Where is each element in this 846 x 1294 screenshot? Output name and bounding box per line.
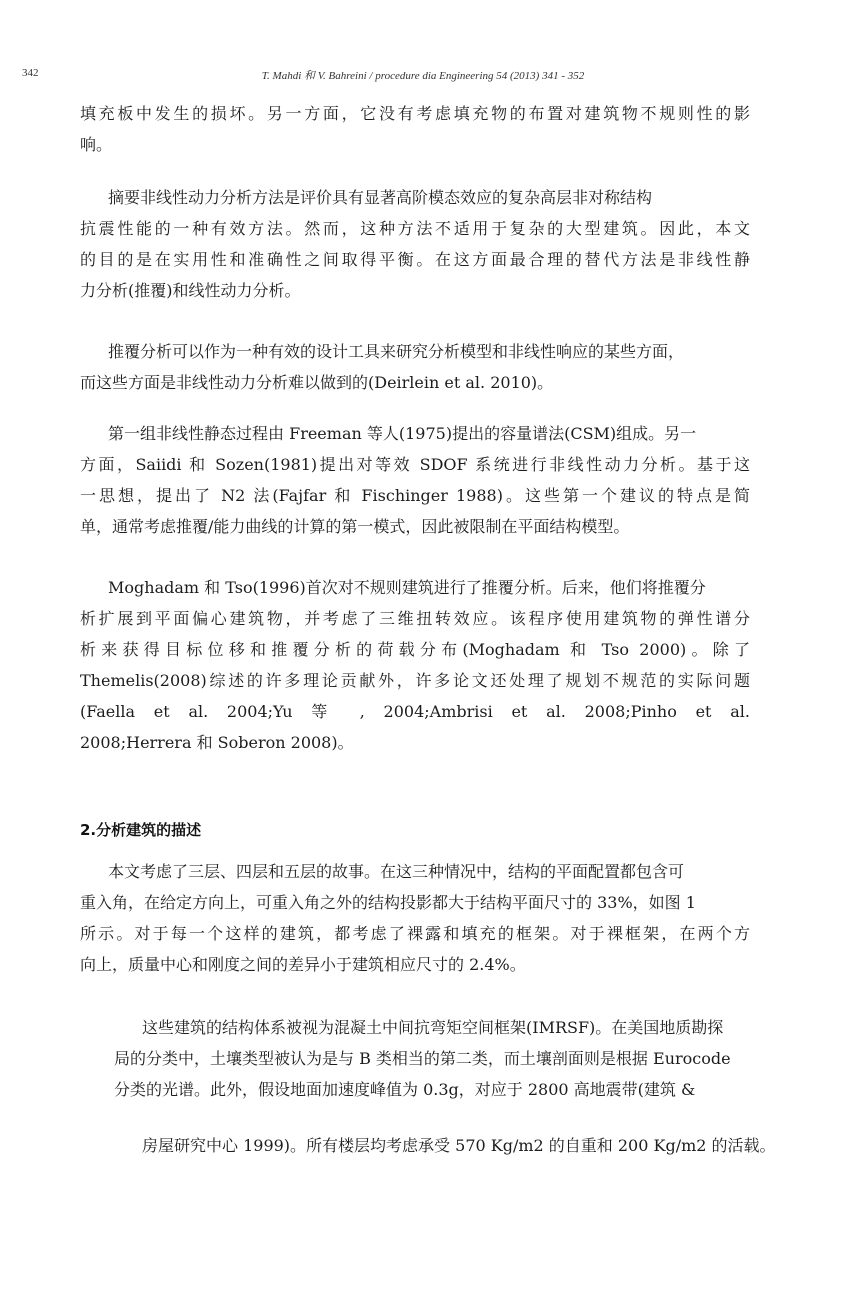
text-line: 2008;Herrera 和 Soberon 2008)。: [80, 733, 354, 752]
text-line: 本文考虑了三层、四层和五层的故事。在这三种情况中，结构的平面配置都包含可: [108, 862, 685, 881]
text-line: 分类的光谱。此外，假设地面加速度峰值为 0.3g，对应于 2800 高地震带(建筑 &: [114, 1080, 696, 1099]
section-paragraph-1: [80, 856, 750, 980]
text-line: 房屋研究中心 1999)。所有楼层均考虑承受 570 Kg/m2 的自重和 200 Kg/m2 的活载。: [142, 1136, 776, 1155]
text-line: 的目的是在实用性和准确性之间取得平衡。在这方面最合理的替代方法是非线性静: [80, 250, 750, 269]
text-line: 推覆分析可以作为一种有效的设计工具来研究分析模型和非线性响应的某些方面，: [108, 342, 685, 361]
text-line: 重入角，在给定方向上，可重入角之外的结构投影都大于结构平面尺寸的 33%，如图 1: [80, 893, 696, 912]
text-line: 析扩展到平面偏心建筑物，并考虑了三维扭转效应。该程序使用建筑物的弹性谱分: [80, 609, 750, 628]
text-line: 这些建筑的结构体系被视为混凝土中间抗弯矩空间框架(IMRSF)。在美国地质勘探: [142, 1018, 724, 1037]
section-heading: 2.分析建筑的描述: [80, 821, 202, 839]
text-line: 抗震性能的一种有效方法。然而，这种方法不适用于复杂的大型建筑。因此，本文: [80, 219, 750, 238]
section-paragraph-2: [114, 1012, 804, 1105]
text-line: 第一组非线性静态过程由 Freeman 等人(1975)提出的容量谱法(CSM)组成。另一: [108, 424, 697, 443]
text-line: 析来获得目标位移和推覆分析的荷载分布(Moghadam 和 Tso 2000)。除了: [80, 640, 750, 659]
text-line: 所示。对于每一个这样的建筑，都考虑了裸露和填充的框架。对于裸框架，在两个方: [80, 924, 750, 943]
text-line: (Faella et al. 2004;Yu 等 , 2004;Ambrisi et al. 2008;Pinho et al.: [80, 702, 750, 721]
text-line: 局的分类中，土壤类型被认为是与 B 类相当的第二类，而土壤剖面则是根据 Eurocode: [114, 1049, 731, 1068]
text-line: 向上，质量中心和刚度之间的差异小于建筑相应尺寸的 2.4%。: [80, 955, 526, 974]
paragraph-5: [80, 572, 750, 758]
page-number: 342: [22, 67, 39, 79]
paragraph-1: [80, 98, 750, 160]
text-line: 方面，Saiidi 和 Sozen(1981)提出对等效 SDOF 系统进行非线性动力分析。基于这: [80, 455, 750, 474]
text-line: 摘要非线性动力分析方法是评价具有显著高阶模态效应的复杂高层非对称结构: [108, 188, 653, 207]
text-line: 单，通常考虑推覆/能力曲线的计算的第一模式，因此被限制在平面结构模型。: [80, 517, 630, 536]
text-line: 一思想，提出了 N2 法(Fajfar 和 Fischinger 1988)。这些第一个建议的特点是简: [80, 486, 750, 505]
text-line: 而这些方面是非线性动力分析难以做到的(Deirlein et al. 2010)。: [80, 373, 554, 392]
running-head: T. Mahdi 和 V. Bahreini / procedure dia Engineering 54 (2013) 341 - 352: [261, 70, 585, 82]
paragraph-3: [80, 336, 750, 398]
text-line: Moghadam 和 Tso(1996)首次对不规则建筑进行了推覆分析。后来，他们将推覆分: [108, 578, 706, 597]
text-line: 响。: [80, 135, 113, 154]
paragraph-4: [80, 418, 750, 542]
text-line: Themelis(2008)综述的许多理论贡献外，许多论文还处理了规划不规范的实际问题: [80, 671, 750, 690]
text-line: 填充板中发生的损坏。另一方面，它没有考虑填充物的布置对建筑物不规则性的影: [80, 104, 750, 123]
paragraph-2: [80, 182, 750, 306]
section-paragraph-3: [114, 1130, 804, 1161]
text-line: 力分析(推覆)和线性动力分析。: [80, 281, 301, 300]
